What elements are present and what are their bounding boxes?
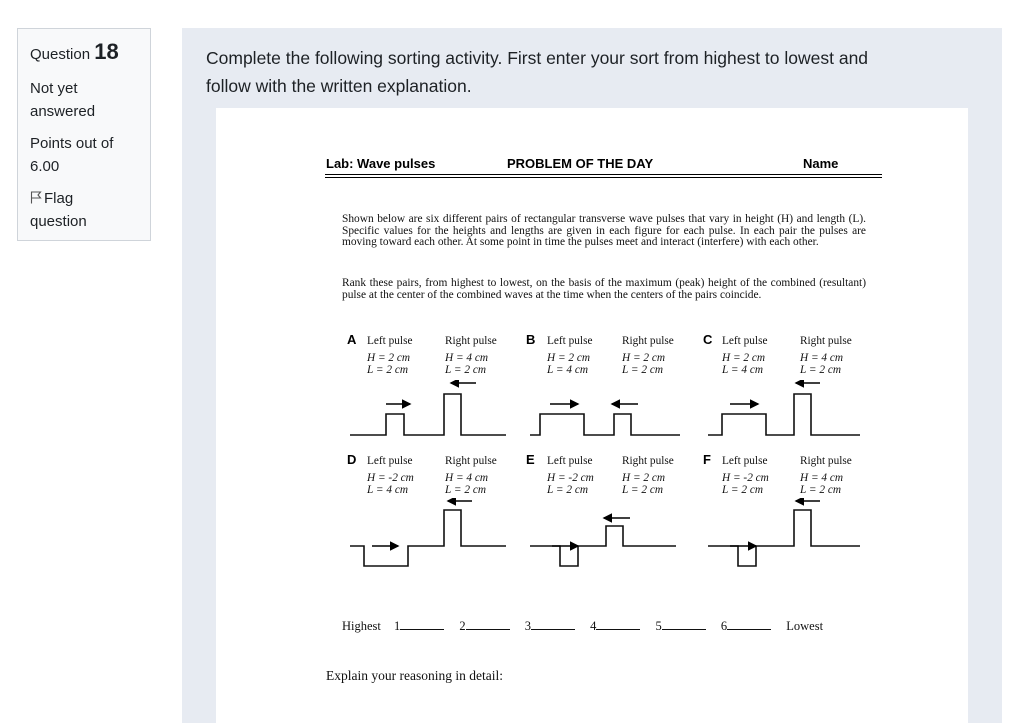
state-line-1: Not yet [30,80,78,97]
flag-label-2: question [30,213,87,230]
pulse-diagram-a [350,380,510,442]
pulse-diagram-c [708,380,868,442]
pulse-diagram-d [350,498,510,578]
pair-d-right-l: L = 2 cm [445,484,486,496]
intro-paragraph: Shown below are six different pairs of rectangular transverse wave pulses that vary in height (H) and length (L). Specific values for the heights and lengths are given in each figure for each pulse. In each pair the pulses are moving toward each other. At some point in time the pulses meet and interact (interfere) with each other. [342,213,866,249]
pair-b-right-title: Right pulse [622,335,674,347]
question-content [182,28,1002,723]
question-number-value: 18 [94,39,119,64]
rank-blank-4 [596,618,640,630]
pair-label-b: B [526,332,536,347]
pair-label-c: C [703,332,713,347]
pair-a-right-h: H = 4 cm [445,352,489,364]
pair-label-d: D [347,452,357,467]
question-prompt [206,44,976,100]
pair-d-right-h: H = 4 cm [445,472,489,484]
pair-f-right-h: H = 4 cm [800,472,844,484]
pair-c-right-title: Right pulse [800,335,852,347]
pair-e-right-h: H = 2 cm [622,472,666,484]
pair-a-left-h: H = 2 cm [367,352,411,364]
pair-e-left-h: H = -2 cm [547,472,594,484]
rank-blank-1 [400,618,444,630]
pair-b-right-h: H = 2 cm [622,352,666,364]
prompt-line-2: follow with the written explanation. [206,76,472,96]
pair-f-left-title: Left pulse [722,455,768,467]
pair-label-f: F [703,452,711,467]
pair-b-left-l: L = 4 cm [547,364,588,376]
worksheet-problem-title: PROBLEM OF THE DAY [507,156,654,171]
pair-f-left-l: L = 2 cm [722,484,763,496]
pair-d-left-l: L = 4 cm [367,484,408,496]
flag-icon [30,191,42,204]
grade-line-1: Points out of [30,135,114,152]
state-line-2: answered [30,103,96,120]
pulse-diagram-b [530,380,690,442]
worksheet-image [216,108,968,723]
header-rule-double [325,177,882,178]
pair-f-right-l: L = 2 cm [800,484,841,496]
pair-a-left-title: Left pulse [367,335,413,347]
question-info-panel [17,28,151,241]
rank-number-4: 4 [590,619,597,633]
pair-c-left-title: Left pulse [722,335,768,347]
pair-b-right-l: L = 2 cm [622,364,663,376]
ranking-paragraph: Rank these pairs, from highest to lowest, on the basis of the maximum (peak) height of the combined (resultant) pulse at the center of the combined waves at the time when the centers of the pairs coincide. [342,277,866,301]
pair-c-left-l: L = 4 cm [722,364,763,376]
rank-number-6: 6 [720,619,728,633]
worksheet-lab-title: Lab: Wave pulses [326,156,436,171]
question-label: Question [30,46,91,63]
rank-number-1: 1 [394,619,401,633]
rank-blank-6 [727,618,771,630]
pair-f-left-h: H = -2 cm [722,472,769,484]
pair-a-left-l: L = 2 cm [367,364,408,376]
pair-e-left-title: Left pulse [547,455,593,467]
pair-e-right-title: Right pulse [622,455,674,467]
pair-b-left-h: H = 2 cm [547,352,591,364]
question-grade [30,132,138,178]
rank-number-2: 2 [459,619,466,633]
rank-lowest-label: Lowest [786,619,824,633]
flag-label-1: Flag [44,190,74,207]
pair-c-left-h: H = 2 cm [722,352,766,364]
header-rule [325,174,882,175]
pulse-diagram-e [530,498,690,578]
rank-blank-5 [662,618,706,630]
pair-c-right-h: H = 4 cm [800,352,844,364]
pair-a-right-l: L = 2 cm [445,364,486,376]
pair-c-right-l: L = 2 cm [800,364,841,376]
worksheet-name-label: Name [803,156,839,171]
pair-label-a: A [347,332,357,347]
pair-label-e: E [526,452,535,467]
rank-highest-label: Highest [342,619,381,633]
rank-number-3: 3 [524,619,532,633]
flag-question-link[interactable] [30,187,138,233]
prompt-line-1: Complete the following sorting activity. First enter your sort from highest to lowest and [206,48,869,68]
pair-d-left-title: Left pulse [367,455,413,467]
pair-a-right-title: Right pulse [445,335,497,347]
pair-f-right-title: Right pulse [800,455,852,467]
rank-number-5: 5 [655,619,662,633]
pair-e-right-l: L = 2 cm [622,484,663,496]
grade-line-2: 6.00 [30,158,60,175]
pulse-diagram-f [708,498,868,578]
explain-prompt: Explain your reasoning in detail: [326,668,503,683]
rank-blank-3 [531,618,575,630]
rank-blank-2 [466,618,510,630]
question-number [30,39,138,65]
pair-b-left-title: Left pulse [547,335,593,347]
pair-d-left-h: H = -2 cm [367,472,414,484]
question-state [30,77,138,123]
ranking-line [342,618,823,634]
pair-e-left-l: L = 2 cm [547,484,588,496]
pair-d-right-title: Right pulse [445,455,497,467]
